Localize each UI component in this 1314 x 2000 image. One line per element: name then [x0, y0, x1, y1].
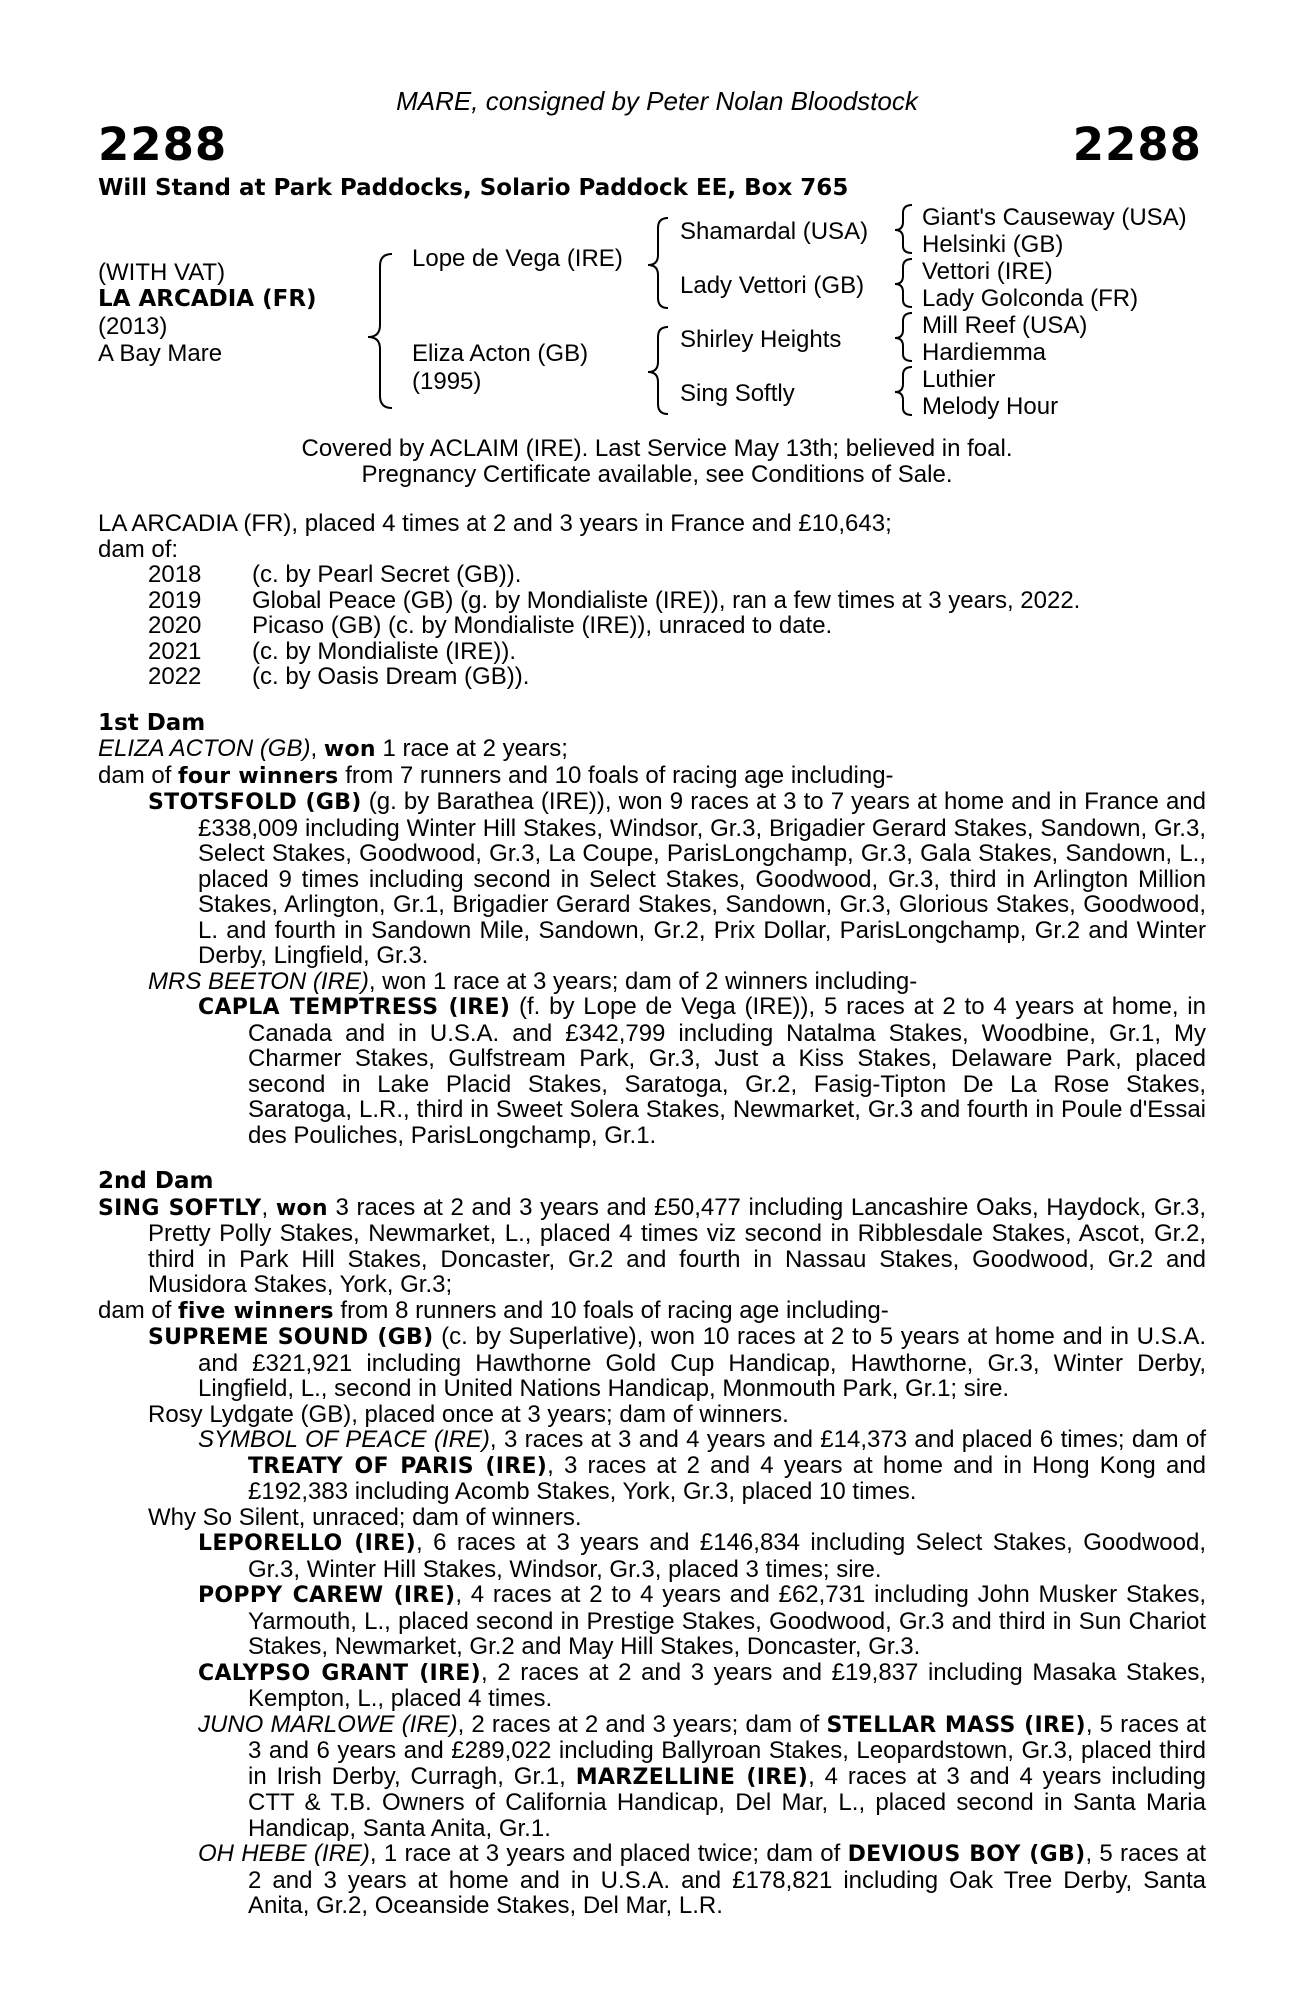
first-dam-heading: 1st Dam: [98, 709, 206, 736]
progeny-supreme-sound: SUPREME SOUND (GB) (c. by Superlative), won 10 races at 2 to 5 years at home and in U.S.A. and £321,921 including Hawthorne Gold Cup Handicap, Hawthorne, Gr.3, Winter Derby, Lingfield, L., second in United Nations Handicap, Monmouth Park, Gr.1; sire.: [148, 1323, 1206, 1402]
brace-sire-line: [648, 218, 668, 308]
brace-generation-1: [368, 254, 392, 408]
covering-note: [0, 436, 1314, 488]
pedigree-g7: Luthier: [922, 366, 996, 393]
pedigree-g2: Helsinki (GB): [922, 231, 1064, 258]
progeny-symbol-of-peace: SYMBOL OF PEACE (IRE), 3 races at 3 and 4 years and £14,373 and placed 6 times; dam of TREATY OF PARIS (IRE), 3 races at 2 and 4 years at home and in Hong Kong and £192,383 including Acomb Stakes, York, Gr.3, placed 10 times.: [198, 1426, 1206, 1505]
foal-row: 2019 Global Peace (GB) (g. by Mondialiste (IRE)), ran a few times at 3 years, 2022.: [148, 586, 1081, 614]
progeny-rosy-lydgate: Rosy Lydgate (GB), placed once at 3 years; dam of winners.: [148, 1400, 789, 1428]
foal-list: [98, 562, 1206, 690]
brace-g1: [895, 205, 912, 253]
pedigree-dam-dam: Sing Softly: [680, 380, 795, 407]
consignor-line: MARE, consigned by Peter Nolan Bloodstock: [396, 86, 918, 116]
foal-row: 2021 (c. by Mondialiste (IRE)).: [148, 637, 517, 665]
pedigree-sire-dam: Lady Vettori (GB): [680, 272, 865, 299]
progeny-capla-temptress: CAPLA TEMPTRESS (IRE) (f. by Lope de Vega (IRE)), 5 races at 2 to 4 years at home, in Canada and in U.S.A. and £342,799 including Natalma Stakes, Woodbine, Gr.1, My Charmer Stakes, Gulfstream Park, Gr.3, Just a Kiss Stakes, Delaware Park, placed second in Lake Placid Stakes, Saratoga, Gr.2, Fasig-Tipton De La Rose Stakes, Saratoga, L.R., third in Sweet Solera Stakes, Newmarket, Gr.3 and fourth in Poule d'Essai des Pouliches, ParisLongchamp, Gr.1.: [198, 993, 1206, 1149]
pedigree-dam-year: (1995): [412, 368, 482, 395]
first-dam-line: ELIZA ACTON (GB), won 1 race at 2 years;: [98, 735, 568, 762]
lot-number-left: 2288: [98, 118, 228, 171]
brace-g3: [895, 313, 912, 361]
progeny-poppy-carew: POPPY CAREW (IRE), 4 races at 2 to 4 years and £62,731 including John Musker Stakes, Yarmouth, L., placed second in Prestige Stakes, Goodwood, Gr.3 and third in Sun Chariot Stakes, Newmarket, Gr.2 and May Hill Stakes, Doncaster, Gr.3.: [198, 1581, 1206, 1660]
horse-year: (2013): [98, 313, 168, 340]
covering-line-1: Covered by ACLAIM (IRE). Last Service May 13th; believed in foal.: [301, 435, 1013, 462]
progeny-why-so-silent: Why So Silent, unraced; dam of winners.: [148, 1503, 582, 1531]
brace-dam-line: [648, 327, 668, 414]
pedigree-dam: Eliza Acton (GB): [412, 340, 589, 367]
foal-row: 2022 (c. by Oasis Dream (GB)).: [148, 663, 530, 690]
progeny-juno-marlowe: JUNO MARLOWE (IRE), 2 races at 2 and 3 years; dam of STELLAR MASS (IRE), 5 races at 3 and 6 years and £289,022 including Ballyroan Stakes, Leopardstown, Gr.3, placed third in Irish Derby, Curragh, Gr.1, MARZELLINE (IRE), 4 races at 3 and 4 years including CTT & T.B. Owners of California Handicap, Del Mar, L., placed second in Santa Maria Handicap, Santa Anita, Gr.1.: [198, 1710, 1206, 1842]
progeny-mrs-beeton: MRS BEETON (IRE), won 1 race at 3 years; dam of 2 winners including-: [148, 967, 918, 995]
second-dam-line: SING SOFTLY, won 3 races at 2 and 3 years and £50,477 including Lancashire Oaks, Haydock, Gr.3, Pretty Polly Stakes, Newmarket, L., placed 4 times viz second in Ribblesdale Stakes, Ascot, Gr.2, third in Park Hill Stakes, Doncaster, Gr.2 and fourth in Nassau Stakes, Goodwood, Gr.2 and Musidora Stakes, York, Gr.3;: [98, 1193, 1206, 1298]
brace-g4: [895, 367, 912, 415]
foal-row: 2020 Picaso (GB) (c. by Mondialiste (IRE)), unraced to date.: [148, 612, 833, 639]
first-dam-produce-summary: dam of four winners from 7 runners and 10 foals of racing age including-: [98, 761, 894, 789]
second-dam-heading: 2nd Dam: [98, 1168, 214, 1194]
pedigree-sire: Lope de Vega (IRE): [412, 245, 623, 272]
produce-intro: LA ARCADIA (FR), placed 4 times at 2 and 3 years in France and £10,643;: [98, 510, 892, 537]
lot-number-right: 2288: [1072, 118, 1202, 171]
second-dam-produce-summary: dam of five winners from 8 runners and 10 foals of racing age including-: [98, 1296, 889, 1324]
covering-line-2: Pregnancy Certificate available, see Conditions of Sale.: [361, 461, 953, 488]
pedigree-g1: Giant's Causeway (USA): [922, 204, 1187, 231]
brace-g2: [895, 259, 912, 307]
pedigree-dam-sire: Shirley Heights: [680, 326, 842, 353]
dam-of-label: dam of:: [98, 535, 179, 563]
pedigree-g6: Hardiemma: [922, 339, 1047, 366]
horse-description: A Bay Mare: [98, 340, 223, 367]
pedigree-g3: Vettori (IRE): [922, 258, 1053, 285]
vat-note: (WITH VAT): [98, 259, 226, 286]
pedigree-g4: Lady Golconda (FR): [922, 285, 1139, 312]
pedigree-g5: Mill Reef (USA): [922, 312, 1088, 339]
catalogue-body: [98, 511, 1206, 1919]
pedigree-g8: Melody Hour: [922, 393, 1059, 420]
progeny-leporello: LEPORELLO (IRE), 6 races at 3 years and £146,834 including Select Stakes, Goodwood, Gr.3, Winter Hill Stakes, Windsor, Gr.3, placed 3 times; sire.: [198, 1529, 1206, 1583]
progeny-calypso-grant: CALYPSO GRANT (IRE), 2 races at 2 and 3 years and £19,837 including Masaka Stakes, Kempton, L., placed 4 times.: [198, 1658, 1206, 1712]
pedigree-sire-sire: Shamardal (USA): [680, 218, 869, 245]
progeny-stotsfold: STOTSFOLD (GB) (g. by Barathea (IRE)), won 9 races at 3 to 7 years at home and in France and £338,009 including Winter Hill Stakes, Windsor, Gr.3, Brigadier Gerard Stakes, Sandown, Gr.3, Select Stakes, Goodwood, Gr.3, La Coupe, ParisLongchamp, Gr.3, Gala Stakes, Sandown, L., placed 9 times including second in Select Stakes, Goodwood, Gr.3, third in Arlington Million Stakes, Arlington, Gr.1, Brigadier Gerard Stakes, Sandown, Gr.3, Glorious Stakes, Goodwood, L. and fourth in Sandown Mile, Sandown, Gr.2, Prix Dollar, ParisLongchamp, Gr.2 and Winter Derby, Lingfield, Gr.3.: [148, 788, 1206, 969]
stand-location: Will Stand at Park Paddocks, Solario Paddock EE, Box 765: [98, 175, 849, 201]
progeny-oh-hebe: OH HEBE (IRE), 1 race at 3 years and placed twice; dam of DEVIOUS BOY (GB), 5 races at 2 and 3 years at home and in U.S.A. and £178,821 including Oak Tree Derby, Santa Anita, Gr.2, Oceanside Stakes, Del Mar, L.R.: [198, 1840, 1207, 1919]
foal-row: 2018 (c. by Pearl Secret (GB)).: [148, 561, 522, 588]
horse-name: LA ARCADIA (FR): [98, 286, 317, 312]
